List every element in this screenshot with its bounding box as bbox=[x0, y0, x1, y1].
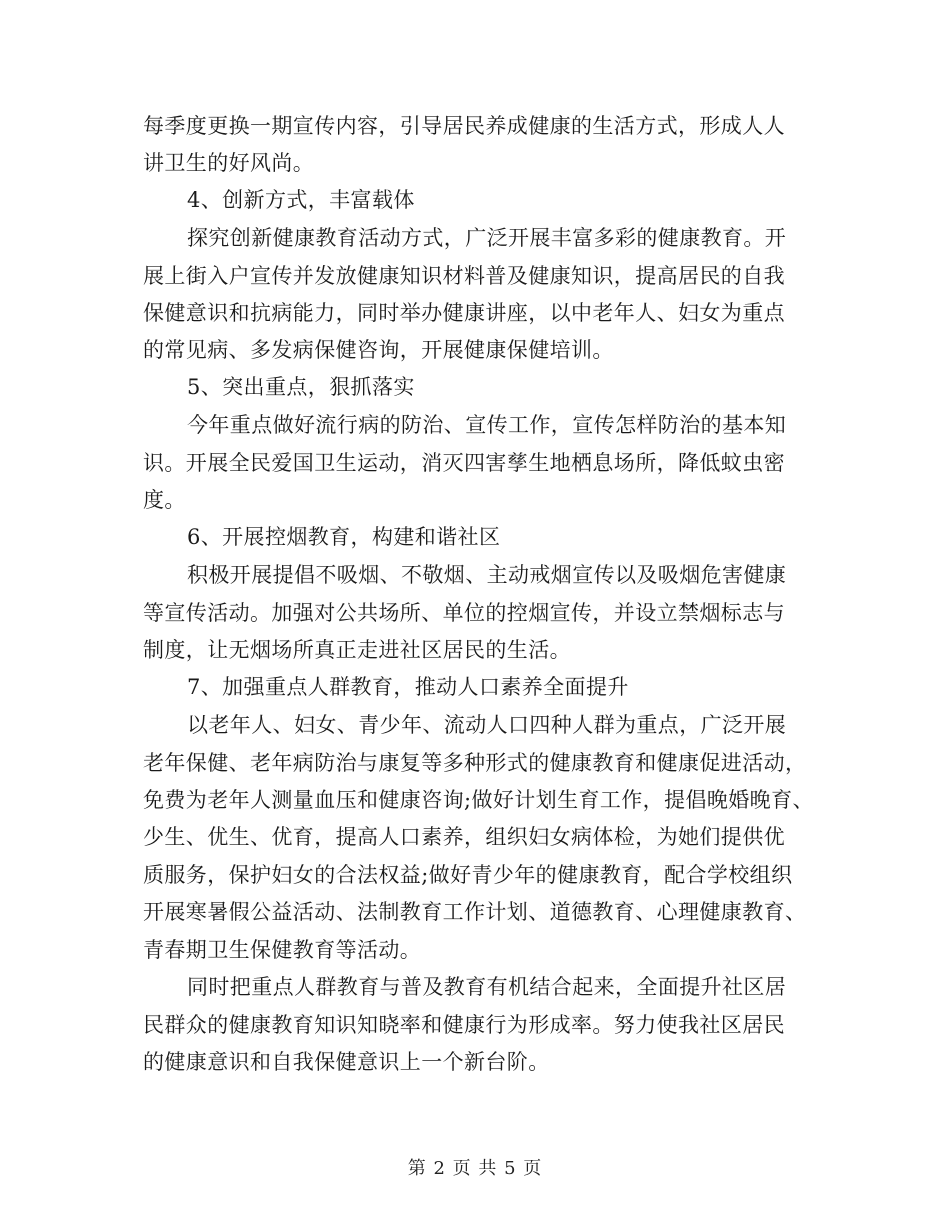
body-line: 质服务，保护妇女的合法权益;做好青少年的健康教育，配合学校组织 bbox=[143, 863, 793, 887]
body-line: 少生、优生、优育，提高人口素养，组织妇女病体检，为她们提供优 bbox=[143, 825, 785, 849]
body-line: 的健康意识和自我保健意识上一个新台阶。 bbox=[143, 1050, 550, 1074]
body-line: 以老年人、妇女、青少年、流动人口四种人群为重点，广泛开展 bbox=[187, 713, 787, 737]
body-line: 每季度更换一期宣传内容，引导居民养成健康的生活方式，形成人人 bbox=[143, 114, 785, 138]
body-line: 民群众的健康教育知识知晓率和健康行为形成率。努力使我社区居民 bbox=[143, 1013, 785, 1037]
body-line: 制度，让无烟场所真正走进社区居民的生活。 bbox=[143, 638, 571, 662]
body-line: 保健意识和抗病能力，同时举办健康讲座，以中老年人、妇女为重点 bbox=[143, 301, 785, 325]
body-line: 等宣传活动。加强对公共场所、单位的控烟宣传，并设立禁烟标志与 bbox=[143, 601, 785, 625]
body-line: 同时把重点人群教育与普及教育有机结合起来，全面提升社区居 bbox=[187, 975, 787, 999]
section-heading-4: 4、创新方式，丰富载体 bbox=[187, 188, 415, 212]
body-line: 展上街入户宣传并发放健康知识材料普及健康知识，提高居民的自我 bbox=[143, 264, 785, 288]
body-line: 积极开展提倡不吸烟、不敬烟、主动戒烟宣传以及吸烟危害健康 bbox=[187, 563, 787, 587]
body-line: 开展寒暑假公益活动、法制教育工作计划、道德教育、心理健康教育、 bbox=[143, 900, 807, 924]
section-heading-6: 6、开展控烟教育，构建和谐社区 bbox=[187, 525, 501, 549]
body-line: 今年重点做好流行病的防治、宣传工作，宣传怎样防治的基本知 bbox=[187, 413, 787, 437]
body-line: 青春期卫生保健教育等活动。 bbox=[143, 938, 422, 962]
section-heading-5: 5、突出重点，狠抓落实 bbox=[187, 375, 415, 399]
body-line: 免费为老年人测量血压和健康咨询;做好计划生育工作，提倡晚婚晚育、 bbox=[143, 788, 814, 812]
body-line: 老年保健、老年病防治与康复等多种形式的健康教育和健康促进活动， bbox=[143, 751, 807, 775]
body-line: 识。开展全民爱国卫生运动，消灭四害孳生地栖息场所，降低蚊虫密 bbox=[143, 451, 785, 475]
body-line: 讲卫生的好风尚。 bbox=[143, 151, 315, 175]
body-line: 探究创新健康教育活动方式，广泛开展丰富多彩的健康教育。开 bbox=[187, 226, 787, 250]
body-line: 的常见病、多发病保健咨询，开展健康保健培训。 bbox=[143, 338, 614, 362]
page-number-footer: 第 2 页 共 5 页 bbox=[407, 1158, 543, 1179]
body-line: 度。 bbox=[143, 488, 186, 512]
section-heading-7: 7、加强重点人群教育，推动人口素养全面提升 bbox=[187, 675, 629, 699]
